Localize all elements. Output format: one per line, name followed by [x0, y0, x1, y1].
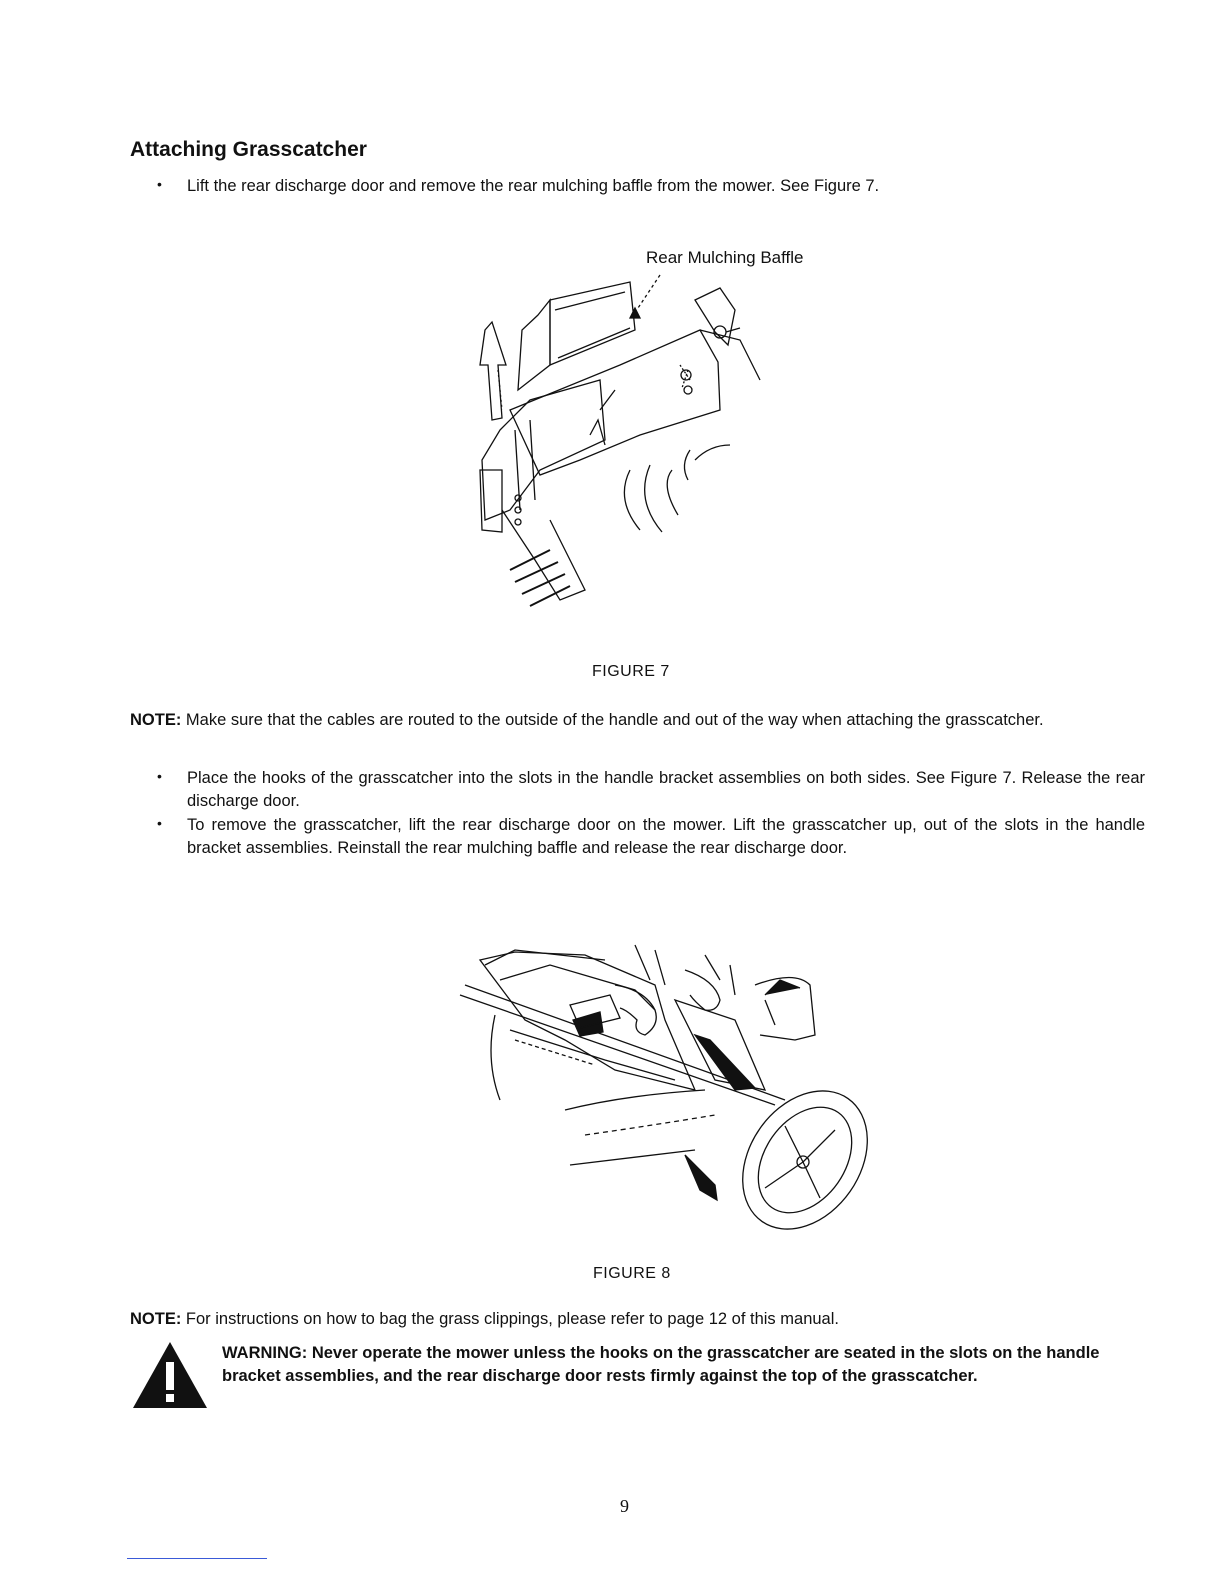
hand-right — [685, 970, 720, 1010]
bullet-dot: • — [157, 768, 162, 784]
bullet-dot: • — [157, 176, 162, 192]
note2 — [130, 1308, 1146, 1331]
section-heading: Attaching Grasscatcher — [130, 138, 367, 161]
bullet-2-text: To remove the grasscatcher, lift the rear discharge door on the mower. Lift the grasscatcher up, out of the slots in the handle bracket assemblies. Reinstall the rear mulching baffle and release the rear discharge door. — [187, 816, 1145, 857]
note1-text: Make sure that the cables are routed to the outside of the handle and out of the way when attaching the grasscatcher. — [181, 711, 1044, 729]
callout-leader-line — [638, 275, 660, 308]
note2-label: NOTE: — [130, 1310, 182, 1328]
intro-bullet-text: Lift the rear discharge door and remove the rear mulching baffle from the mower. See Figure 7. — [187, 177, 880, 195]
baffle-plate — [550, 282, 635, 365]
note1-label: NOTE: — [130, 711, 182, 729]
figure8-caption: FIGURE 8 — [593, 1265, 671, 1282]
figure7-callout-label: Rear Mulching Baffle — [646, 248, 804, 267]
footer-rule — [127, 1558, 267, 1559]
note2-text: For instructions on how to bag the grass clippings, please refer to page 12 of this manual. — [181, 1310, 839, 1328]
bullet-dot: • — [157, 815, 162, 831]
figure8-illustration — [455, 940, 875, 1230]
handle-bracket — [695, 288, 735, 345]
figure7-caption: FIGURE 7 — [592, 663, 670, 680]
hand-left — [615, 985, 656, 1035]
page-number: 9 — [620, 1496, 629, 1516]
figure7-illustration — [440, 270, 800, 620]
warning-text: WARNING: Never operate the mower unless the hooks on the grasscatcher are seated in the slots on the handle bracket assemblies, and the rear discharge door rests firmly against the top of the grasscatcher. — [222, 1344, 1100, 1385]
bullet-1-text: Place the hooks of the grasscatcher into the slots in the handle bracket assemblies on both sides. See Figure 7. Release the rear discharge door. — [187, 769, 1145, 810]
note1 — [130, 709, 1146, 732]
warning-triangle-icon — [131, 1340, 209, 1410]
